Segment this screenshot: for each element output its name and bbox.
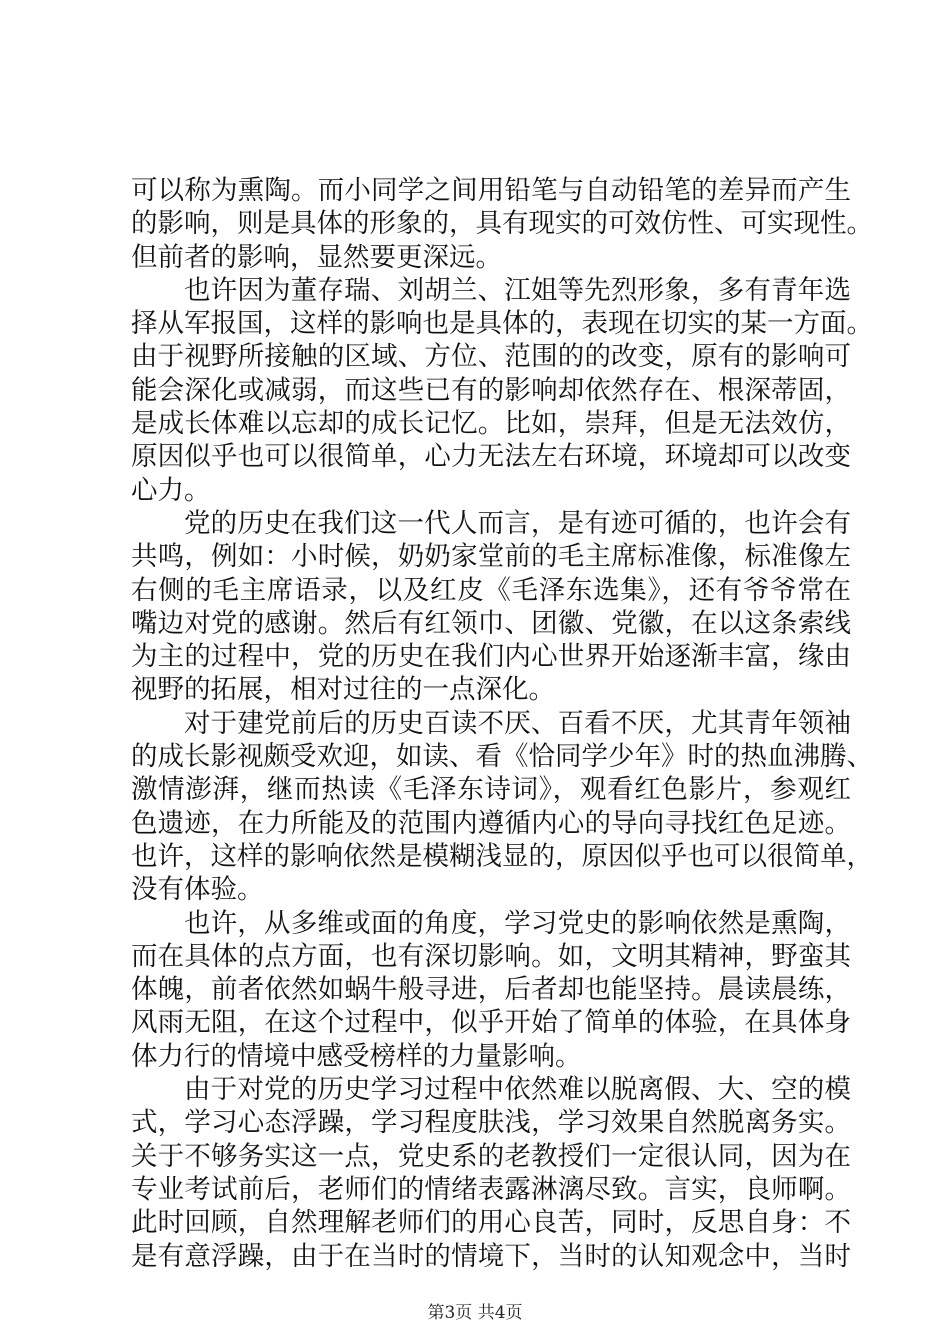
text-line: 是成长体难以忘却的成长记忆。比如，崇拜，但是无法效仿， [131, 408, 851, 440]
text-line: 关于不够务实这一点，党史系的老教授们一定很认同，因为在 [131, 1140, 851, 1172]
text-line: 嘴边对党的感谢。然后有红领巾、团徽、党徽，在以这条索线 [131, 607, 851, 639]
paragraph [131, 1073, 851, 1273]
paragraph [131, 907, 851, 1073]
text-line: 专业考试前后，老师们的情绪表露淋漓尽致。言实，良师啊。 [131, 1173, 851, 1205]
text-line: 体魄，前者依然如蜗牛般寻进，后者却也能坚持。晨读晨练， [131, 974, 851, 1006]
text-line: 色遗迹，在力所能及的范围内遵循内心的导向寻找红色足迹。 [131, 807, 851, 839]
text-line: 择从军报国，这样的影响也是具体的，表现在切实的某一方面。 [131, 308, 873, 340]
text-line: 由于对党的历史学习过程中依然难以脱离假、大、空的模 [184, 1074, 851, 1106]
text-line: 视野的拓展，相对过往的一点深化。 [131, 674, 555, 706]
paragraph [131, 174, 873, 274]
text-line: 为主的过程中，党的历史在我们内心世界开始逐渐丰富，缘由 [131, 641, 851, 673]
text-line: 式，学习心态浮躁，学习程度肤浅，学习效果自然脱离务实。 [131, 1107, 851, 1139]
text-line: 也许，这样的影响依然是模糊浅显的，原因似乎也可以很简单， [131, 840, 873, 872]
text-line: 原因似乎也可以很简单，心力无法左右环境，环境却可以改变 [131, 441, 851, 473]
text-line: 共鸣，例如：小时候，奶奶家堂前的毛主席标准像，标准像左 [131, 541, 851, 573]
paragraph [131, 274, 873, 507]
paragraph [131, 707, 873, 907]
document-body [131, 174, 873, 1273]
text-line: 风雨无阻，在这个过程中，似乎开始了简单的体验，在具体身 [131, 1007, 851, 1039]
text-line: 没有体验。 [131, 874, 264, 906]
text-line: 对于建党前后的历史百读不厌、百看不厌，尤其青年领袖 [184, 707, 851, 739]
text-line: 心力。 [131, 474, 211, 506]
text-line: 能会深化或减弱，而这些已有的影响却依然存在、根深蒂固， [131, 374, 851, 406]
text-line: 但前者的影响，显然要更深远。 [131, 241, 502, 273]
text-line: 此时回顾，自然理解老师们的用心良苦，同时，反思自身：不 [131, 1207, 851, 1239]
text-line: 是有意浮躁，由于在当时的情境下，当时的认知观念中，当时 [131, 1240, 851, 1272]
text-line: 右侧的毛主席语录，以及红皮《毛泽东选集》，还有爷爷常在 [131, 574, 851, 606]
text-line: 体力行的情境中感受榜样的力量影响。 [131, 1040, 582, 1072]
paragraph [131, 507, 851, 707]
text-line: 党的历史在我们这一代人而言，是有迹可循的，也许会有 [184, 507, 851, 539]
text-line: 也许因为董存瑞、刘胡兰、江姐等先烈形象，多有青年选 [184, 274, 851, 306]
text-line: 可以称为熏陶。而小同学之间用铅笔与自动铅笔的差异而产生 [131, 175, 851, 206]
text-line: 激情澎湃，继而热读《毛泽东诗词》，观看红色影片，参观红 [131, 774, 851, 806]
text-line: 由于视野所接触的区域、方位、范围的的改变，原有的影响可 [131, 341, 851, 373]
text-line: 而在具体的点方面，也有深切影响。如，文明其精神，野蛮其 [131, 940, 851, 972]
text-line: 的成长影视颇受欢迎，如读、看《恰同学少年》时的热血沸腾、 [131, 741, 873, 773]
text-line: 的影响，则是具体的形象的，具有现实的可效仿性、可实现性。 [131, 208, 873, 240]
page-number-footer: 第3页 共4页 [427, 1303, 523, 1323]
text-line: 也许，从多维或面的角度，学习党史的影响依然是熏陶， [184, 907, 851, 939]
